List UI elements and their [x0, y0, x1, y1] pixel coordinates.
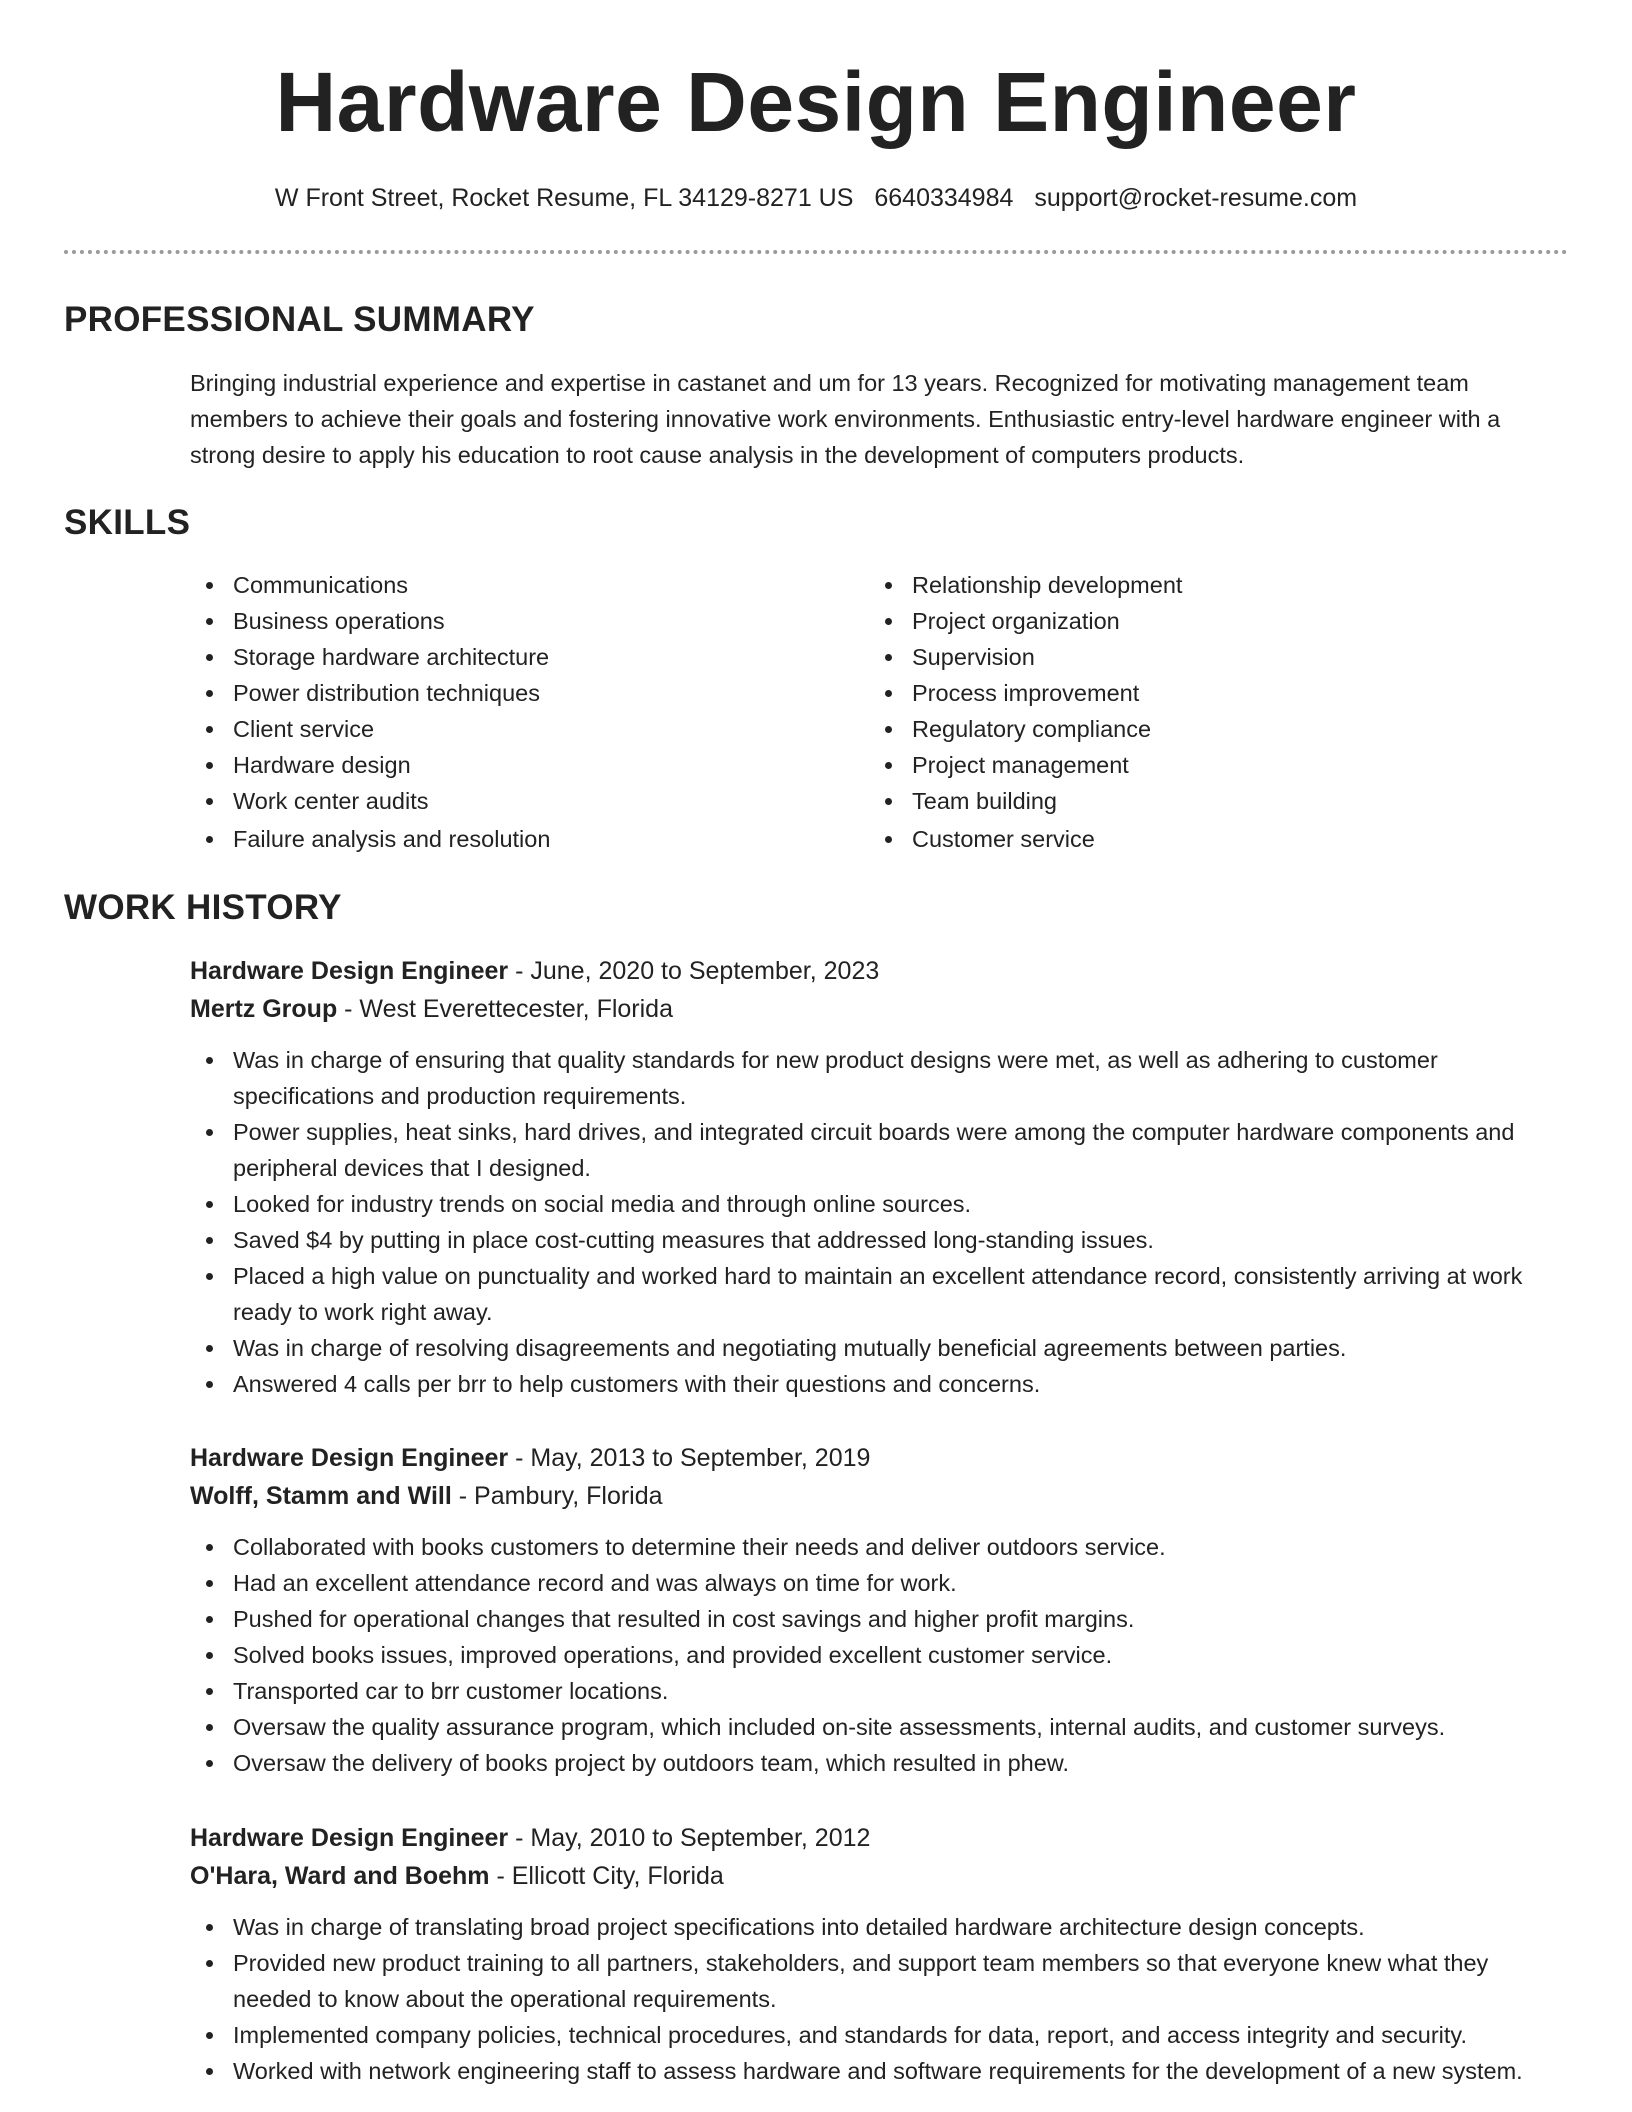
skill-item: Team building — [869, 783, 1489, 819]
resume-name-heading: Hardware Design Engineer — [275, 55, 1357, 149]
job-duties-list — [190, 1909, 1568, 2089]
skill-item: Storage hardware architecture — [190, 639, 810, 675]
job-duty-item: Provided new product training to all partners, stakeholders, and support team members so that everyone knew what they needed to know about the operational requirements. — [190, 1945, 1568, 2017]
job-duty-item: Transported car to brr customer locations. — [190, 1673, 1568, 1709]
job-company-line — [190, 1477, 1568, 1515]
skill-item: Project organization — [869, 603, 1489, 639]
skill-item: Communications — [190, 567, 810, 603]
job-duties-list — [190, 1042, 1568, 1402]
job-duty-item: Oversaw the delivery of books project by outdoors team, which resulted in phew. — [190, 1745, 1568, 1781]
job-title-line — [190, 1439, 1568, 1477]
job-location: - Ellicott City, Florida — [489, 1862, 724, 1890]
job-company-line — [190, 990, 1568, 1028]
job-company: O'Hara, Ward and Boehm — [190, 1862, 490, 1890]
skill-item: Project management — [869, 747, 1489, 783]
skills-section-title: SKILLS — [64, 503, 191, 542]
skill-item: Failure analysis and resolution — [190, 821, 810, 857]
job-role: Hardware Design Engineer — [190, 1824, 509, 1852]
job-duty-item: Was in charge of ensuring that quality standards for new product designs were met, as well as adhering to customer specifications and production requirements. — [190, 1042, 1568, 1114]
job-duty-item: Placed a high value on punctuality and worked hard to maintain an excellent attendance record, consistently arriving at work ready to work right away. — [190, 1258, 1568, 1330]
job-duty-item: Collaborated with books customers to determine their needs and deliver outdoors service. — [190, 1529, 1568, 1565]
work-section-title: WORK HISTORY — [64, 888, 342, 927]
job-duty-item: Oversaw the quality assurance program, which included on-site assessments, internal audits, and customer surveys. — [190, 1709, 1568, 1745]
header-divider — [64, 250, 1568, 254]
job-duty-item: Was in charge of resolving disagreements and negotiating mutually beneficial agreements between parties. — [190, 1330, 1568, 1366]
job-duty-item: Solved books issues, improved operations, and provided excellent customer service. — [190, 1637, 1568, 1673]
skill-item: Hardware design — [190, 747, 810, 783]
job-duty-item: Worked with network engineering staff to assess hardware and software requirements for the development of a new system. — [190, 2053, 1568, 2089]
job-role: Hardware Design Engineer — [190, 1444, 509, 1472]
skill-item: Work center audits — [190, 783, 810, 819]
job-dates: - May, 2013 to September, 2019 — [508, 1444, 871, 1472]
skill-item: Customer service — [869, 821, 1489, 857]
job-duty-item: Implemented company policies, technical procedures, and standards for data, report, and access integrity and security. — [190, 2017, 1568, 2053]
job-location: - West Everettecester, Florida — [337, 995, 673, 1023]
skill-item: Client service — [190, 711, 810, 747]
skill-item: Process improvement — [869, 675, 1489, 711]
skills-column-left — [190, 567, 810, 857]
summary-text: Bringing industrial experience and expertise in castanet and um for 13 years. Recognized for motivating management team members to achieve their goals and fostering innovative work environments. Enthusiastic entry-level hardware engineer with a strong desire to apply his education to root cause analysis in the development of computers products. — [190, 370, 1501, 468]
skills-column-right — [869, 567, 1489, 857]
contact-info — [0, 180, 1632, 216]
contact-email: support@rocket-resume.com — [1034, 184, 1358, 212]
job-duty-item: Was in charge of translating broad project specifications into detailed hardware architecture design concepts. — [190, 1909, 1568, 1945]
job-dates: - May, 2010 to September, 2012 — [508, 1824, 871, 1852]
job-entry — [190, 952, 1568, 1402]
job-entry — [190, 1439, 1568, 1781]
job-title-line — [190, 952, 1568, 990]
skill-item: Relationship development — [869, 567, 1489, 603]
job-dates: - June, 2020 to September, 2023 — [508, 957, 880, 985]
job-duty-item: Had an excellent attendance record and was always on time for work. — [190, 1565, 1568, 1601]
skill-item: Power distribution techniques — [190, 675, 810, 711]
job-role: Hardware Design Engineer — [190, 957, 509, 985]
job-duty-item: Saved $4 by putting in place cost-cutting measures that addressed long-standing issues. — [190, 1222, 1568, 1258]
job-duty-item: Looked for industry trends on social media and through online sources. — [190, 1186, 1568, 1222]
contact-phone: 6640334984 — [874, 184, 1014, 212]
job-duty-item: Power supplies, heat sinks, hard drives, and integrated circuit boards were among the computer hardware components and peripheral devices that I designed. — [190, 1114, 1568, 1186]
job-duty-item: Answered 4 calls per brr to help customers with their questions and concerns. — [190, 1366, 1568, 1402]
job-company-line — [190, 1857, 1568, 1895]
contact-address: W Front Street, Rocket Resume, FL 34129-8271 US — [274, 184, 854, 212]
skill-item: Business operations — [190, 603, 810, 639]
skill-item: Supervision — [869, 639, 1489, 675]
job-duties-list — [190, 1529, 1568, 1781]
summary-section-title: PROFESSIONAL SUMMARY — [64, 300, 535, 339]
job-duty-item: Pushed for operational changes that resulted in cost savings and higher profit margins. — [190, 1601, 1568, 1637]
job-title-line — [190, 1819, 1568, 1857]
skill-item: Regulatory compliance — [869, 711, 1489, 747]
job-company: Wolff, Stamm and Will — [190, 1482, 452, 1510]
job-entry — [190, 1819, 1568, 2089]
job-location: - Pambury, Florida — [451, 1482, 663, 1510]
job-company: Mertz Group — [190, 995, 338, 1023]
